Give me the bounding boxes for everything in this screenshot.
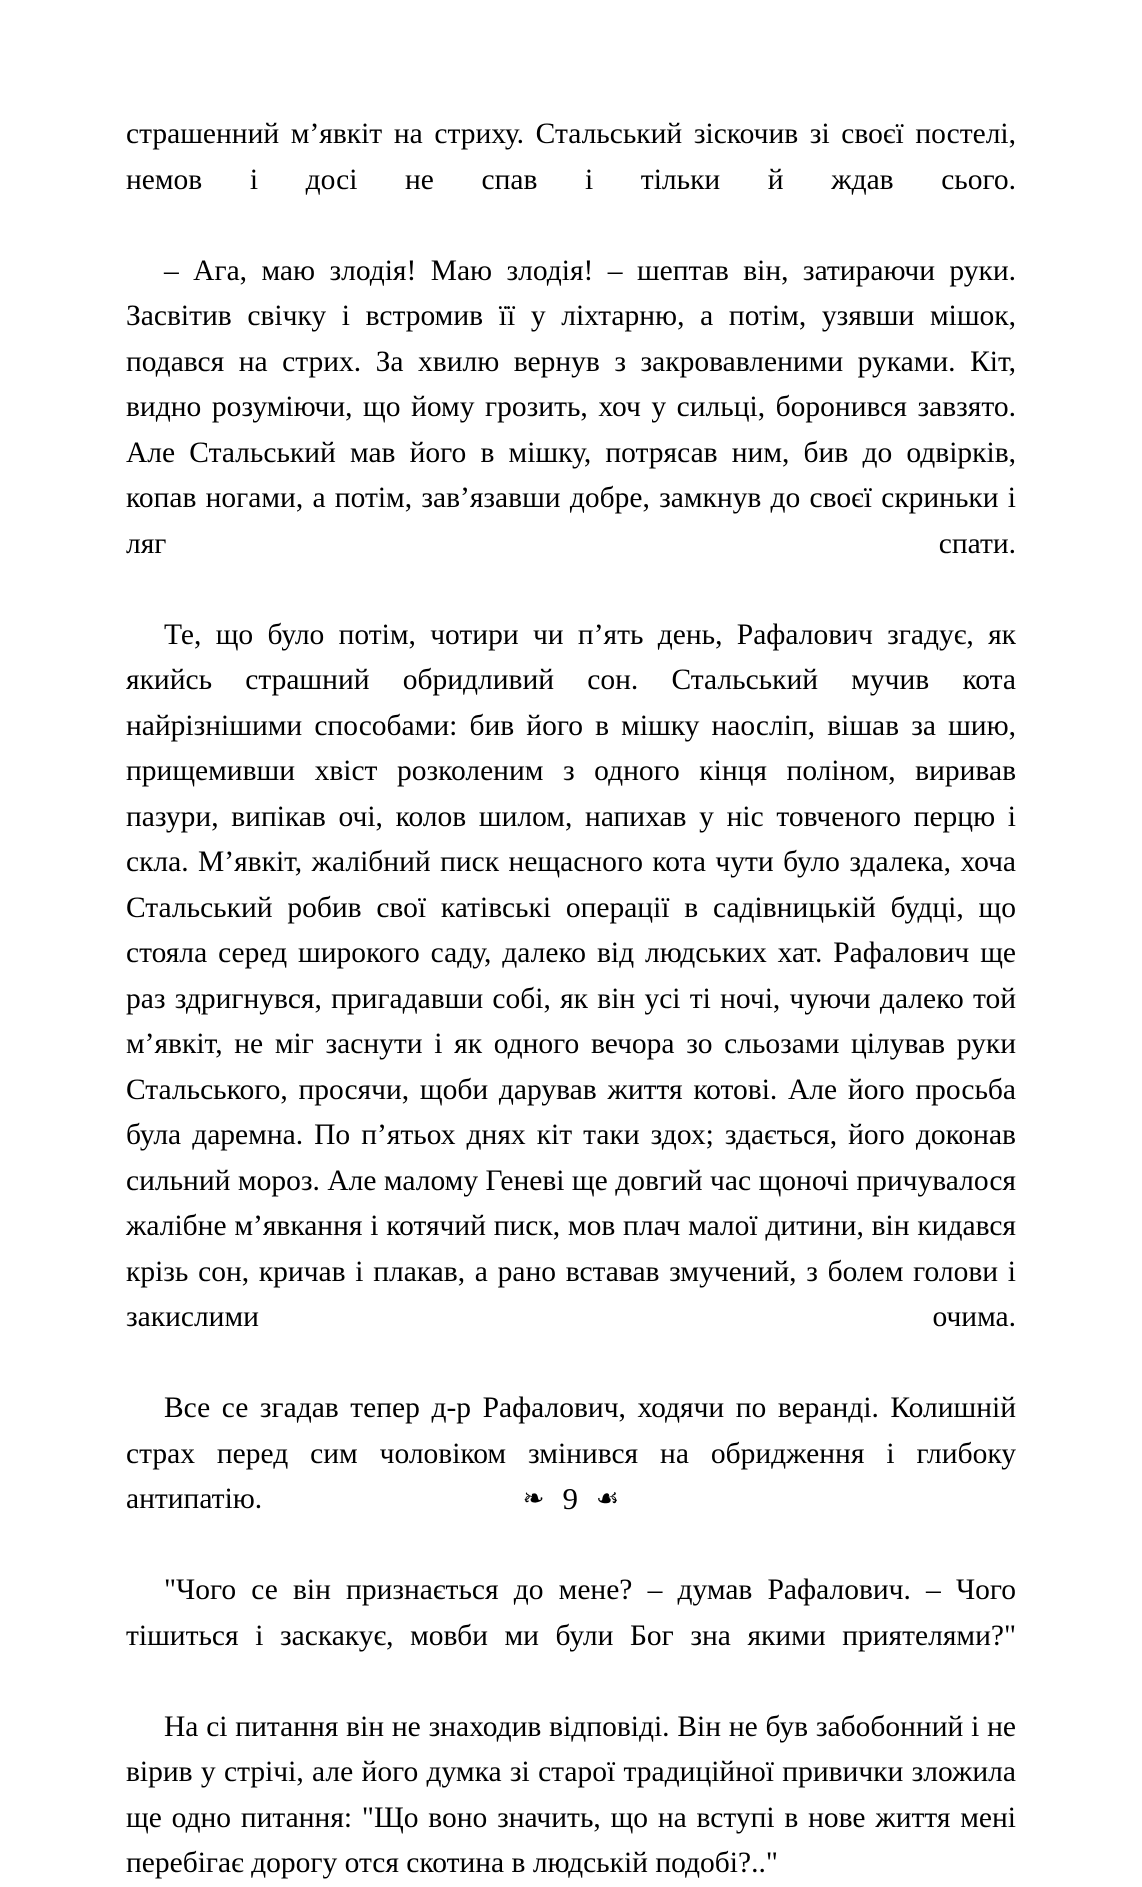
- page-number: 9: [562, 1481, 578, 1516]
- body-text-block: [126, 112, 1016, 1887]
- paragraph: – Ага, маю злодія! Маю злодія! – шептав він, затираючи руки. Засвітив свічку і встромив її у ліхтарню, а потім, узявши мішок, подався на стрих. За хвилю вернув з закровавленими руками. Кіт, видно розуміючи, що йому грозить, хоч у сильці, боронився завзято. Але Стальський мав його в мішку, потрясав ним, бив до одвірків, копав ногами, а потім, зав’язавши добре, замкнув до своєї скриньки і ляг спати.: [126, 254, 1016, 560]
- paragraph: Те, що було потім, чотири чи п’ять день, Рафалович згадує, як якийсь страшний обридливий сон. Стальський мучив кота найрізнішими способами: бив його в мішку наосліп, вішав за шию, прищемивши хвіст розколеним з одного кінця поліном, виривав пазури, випікав очі, колов шилом, напихав у ніс товченого перцю і скла. М’явкіт, жалібний писк нещасного кота чути було здалека, хоча Стальський робив свої катівські операції в садівницькій будці, що стояла серед широкого саду, далеко від людських хат. Рафалович ще раз здригнувся, пригадавши собі, як він усі ті ночі, чуючи далеко той м’явкіт, не міг заснути і як одного вечора зо сльозами цілував руки Стальського, просячи, щоби дарував життя котові. Але його просьба була даремна. По п’ятьох днях кіт таки здох; здається, його доконав сильний мороз. Але малому Геневі ще довгий час щоночі причувалося жалібне м’явкання і котячий писк, мов плач малої дитини, він кидався крізь сон, кричав і плакав, а рано вставав змучений, з болем голови і закислими очима.: [126, 618, 1016, 1333]
- floral-heart-left-icon: ❧: [522, 1484, 545, 1514]
- paragraph: "Чого се він признається до мене? – думав Рафалович. – Чого тішиться і заскакує, мовби ми були Бог зна якими приятелями?": [126, 1574, 1016, 1652]
- paragraph: Все се згадав тепер д-р Рафалович, ходячи по веранді. Колишній страх перед сим чоловіком змінився на обридження і глибоку антипатію.: [126, 1392, 1016, 1515]
- paragraph: На сі питання він не знаходив відповіді. Він не був забобонний і не вірив у стрічі, але його думка зі старої традиційної привички зложила ще одно питання: "Що воно значить, що на вступі в нове життя мені перебігає дорогу отся скотина в людській подобі?..": [126, 1710, 1016, 1879]
- page-footer: [0, 1480, 1142, 1519]
- paragraph: страшенний м’явкіт на стриху. Стальський зіскочив зі своєї постелі, немов і досі не спав і тільки й ждав сього.: [126, 118, 1016, 196]
- floral-heart-right-icon: ☙: [595, 1484, 620, 1514]
